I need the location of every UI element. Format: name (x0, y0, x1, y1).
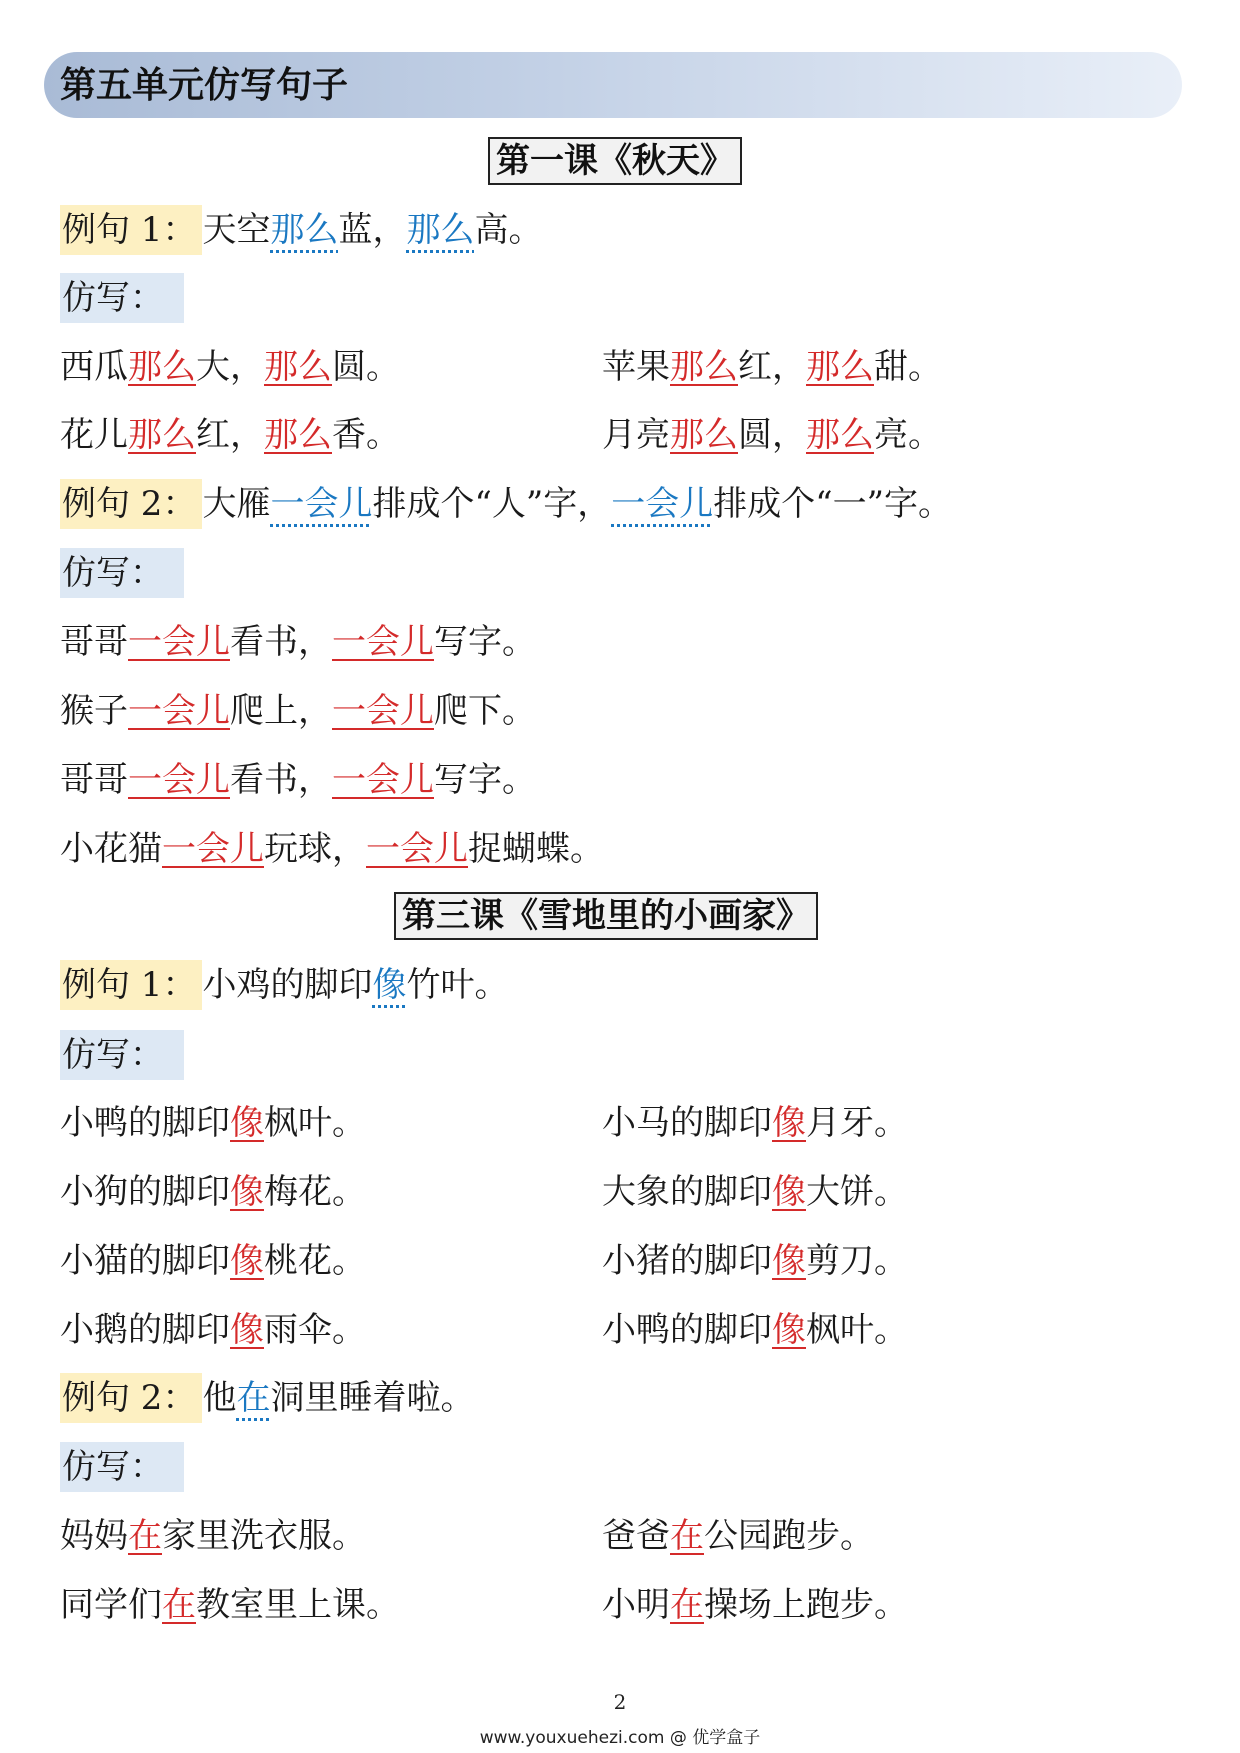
practice-sentence: 爸爸在公园跑步。 (602, 1516, 874, 1556)
practice-sentence: 哥哥一会儿看书，一会儿写字。 (60, 760, 536, 800)
keyword: 像 (230, 1103, 264, 1143)
lesson1-example1: 例句 1： 天空那么蓝，那么高。 (60, 205, 542, 255)
lesson1-practice-label-2 (60, 548, 184, 598)
keyword: 一会儿 (162, 829, 264, 869)
lesson3-example2: 例句 2： 他在洞里睡着啦。 (60, 1373, 474, 1423)
keyword: 那么 (806, 347, 874, 387)
keyword: 一会儿 (128, 691, 230, 731)
practice-sentence: 小狗的脚印像梅花。 (60, 1172, 366, 1212)
example-label: 例句 1： (60, 205, 202, 255)
keyword: 那么 (264, 347, 332, 387)
keyword: 像 (772, 1241, 806, 1281)
keyword: 在 (236, 1378, 271, 1418)
example-label: 例句 2： (60, 479, 202, 529)
lesson3-example1: 例句 1： 小鸡的脚印像竹叶。 (60, 960, 508, 1010)
keyword: 那么 (128, 347, 196, 387)
practice-sentence: 小明在操场上跑步。 (602, 1585, 908, 1625)
keyword: 一会儿 (332, 691, 434, 731)
keyword: 一会儿 (128, 622, 230, 662)
practice-sentence: 哥哥一会儿看书，一会儿写字。 (60, 622, 536, 662)
practice-label: 仿写： (60, 1030, 184, 1080)
keyword: 那么 (264, 415, 332, 455)
practice-sentence: 大象的脚印像大饼。 (602, 1172, 908, 1212)
practice-sentence: 小猫的脚印像桃花。 (60, 1241, 366, 1281)
practice-label: 仿写： (60, 548, 184, 598)
practice-sentence: 猴子一会儿爬上，一会儿爬下。 (60, 691, 536, 731)
lesson1-title: 第一课《秋天》 (488, 137, 742, 185)
practice-sentence: 花儿那么红，那么香。 (60, 415, 400, 455)
practice-sentence: 小鹅的脚印像雨伞。 (60, 1310, 366, 1350)
practice-sentence: 月亮那么圆，那么亮。 (602, 415, 942, 455)
keyword: 一会儿 (270, 484, 373, 524)
practice-sentence: 小马的脚印像月牙。 (602, 1103, 908, 1143)
lesson1-example2: 例句 2： 大雁一会儿排成个“人”字，一会儿排成个“一”字。 (60, 479, 952, 529)
keyword: 那么 (270, 210, 339, 250)
footer-site: www.youxuehezi.com @ 优学盒子 (479, 1728, 761, 1748)
keyword: 那么 (670, 415, 738, 455)
keyword: 像 (772, 1103, 806, 1143)
keyword: 在 (670, 1516, 704, 1556)
keyword: 一会儿 (366, 829, 468, 869)
practice-sentence: 小鸭的脚印像枫叶。 (602, 1310, 908, 1350)
practice-sentence: 同学们在教室里上课。 (60, 1585, 400, 1625)
keyword: 像 (230, 1310, 264, 1350)
keyword: 一会儿 (128, 760, 230, 800)
keyword: 像 (230, 1172, 264, 1212)
practice-sentence: 小猪的脚印像剪刀。 (602, 1241, 908, 1281)
page-title: 第五单元仿写句子 (60, 65, 349, 106)
keyword: 像 (372, 965, 407, 1005)
practice-sentence: 小鸭的脚印像枫叶。 (60, 1103, 366, 1143)
keyword: 在 (162, 1585, 196, 1625)
practice-sentence: 小花猫一会儿玩球，一会儿捉蝴蝶。 (60, 829, 604, 869)
example-label: 例句 2： (60, 1373, 202, 1423)
keyword: 那么 (670, 347, 738, 387)
keyword: 一会儿 (332, 622, 434, 662)
lesson1-practice-label-1 (60, 273, 184, 323)
keyword: 一会儿 (332, 760, 434, 800)
practice-sentence: 苹果那么红，那么甜。 (602, 347, 942, 387)
lesson3-title: 第三课《雪地里的小画家》 (394, 892, 818, 940)
practice-label: 仿写： (60, 1442, 184, 1492)
keyword: 像 (772, 1310, 806, 1350)
keyword: 像 (230, 1241, 264, 1281)
example-label: 例句 1： (60, 960, 202, 1010)
keyword: 在 (128, 1516, 162, 1556)
practice-sentence: 西瓜那么大，那么圆。 (60, 347, 400, 387)
practice-label: 仿写： (60, 273, 184, 323)
practice-sentence: 妈妈在家里洗衣服。 (60, 1516, 366, 1556)
keyword: 像 (772, 1172, 806, 1212)
keyword: 那么 (806, 415, 874, 455)
keyword: 那么 (128, 415, 196, 455)
lesson3-practice-label-1 (60, 1030, 184, 1080)
keyword: 那么 (406, 210, 475, 250)
lesson3-practice-label-2 (60, 1442, 184, 1492)
keyword: 一会儿 (611, 484, 714, 524)
page-number: 2 (613, 1690, 627, 1714)
keyword: 在 (670, 1585, 704, 1625)
